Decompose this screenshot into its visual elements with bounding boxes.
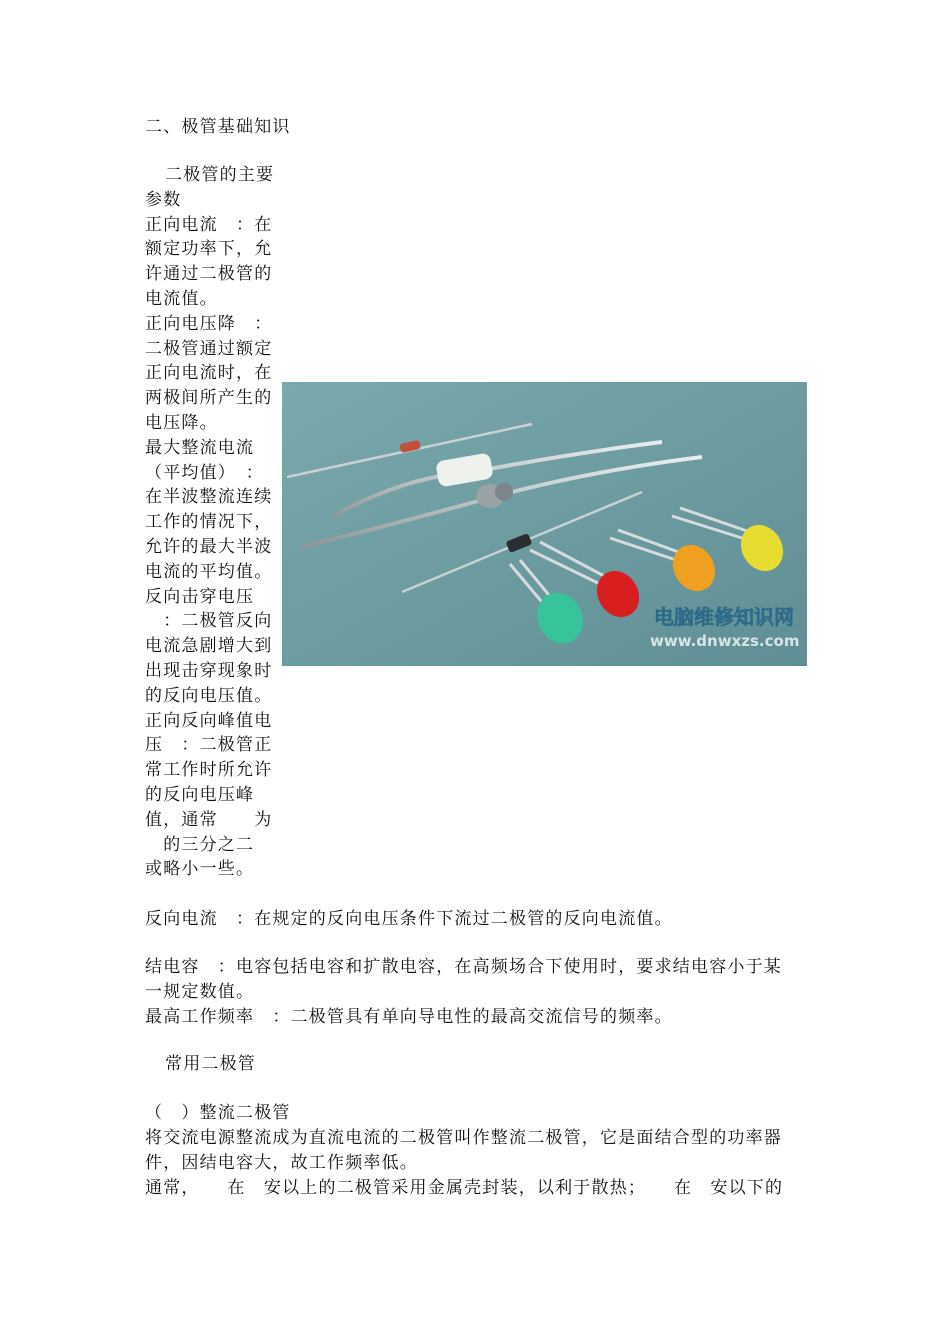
params-line: 反向击穿电压 — [145, 586, 255, 607]
params-line: 的反向电压值。 — [145, 685, 273, 706]
rectifier-line-2: 件，因结电容大，故工作频率低。 — [145, 1153, 418, 1173]
watermark-cn: 电脑维修知识网 — [654, 605, 794, 629]
params-line: （平均值） ： — [145, 462, 264, 483]
params-line: 最大整流电流 — [145, 437, 255, 458]
params-line: 正向电流 ：在 — [145, 214, 273, 235]
params-line: 二极管通过额定 — [145, 338, 273, 359]
params-line: 两极间所产生的 — [145, 388, 273, 409]
params-line: 在半波整流连续 — [145, 487, 273, 508]
params-line: 额定功率下，允 — [145, 239, 273, 260]
params-line: 的三分之二 — [145, 834, 255, 855]
params-line: 工作的情况下， — [145, 512, 273, 533]
params-line: 出现击穿现象时 — [145, 660, 273, 681]
reverse-current-text: 反向电流 ：在规定的反向电压条件下流过二极管的反向电流值。 — [145, 909, 673, 929]
params-line: 的反向电压峰 — [145, 784, 255, 805]
section-heading: 二、极管基础知识 — [145, 117, 291, 137]
params-line: 压 ：二极管正 — [145, 735, 273, 756]
params-line: 电流值。 — [145, 288, 218, 309]
params-line: ：二极管反向 — [145, 611, 273, 632]
params-line: 正向电流时，在 — [145, 363, 273, 384]
params-line: 许通过二极管的 — [145, 264, 273, 285]
params-line: 或略小一些。 — [145, 859, 255, 880]
watermark-url: www.dnwxzs.com — [650, 632, 800, 650]
params-line: 值，通常 为 — [145, 809, 273, 830]
params-line: 允许的最大半波 — [145, 536, 273, 557]
params-title-line-2: 参数 — [145, 189, 182, 210]
params-line: 电流的平均值。 — [145, 561, 273, 582]
parameters-column — [145, 163, 285, 882]
params-line: 常工作时所允许 — [145, 760, 273, 781]
max-frequency-text: 最高工作频率 ：二极管具有单向导电性的最高交流信号的频率。 — [145, 1007, 673, 1027]
diodes-photo — [282, 382, 807, 666]
params-title-line-1: 二极管的主要 — [165, 165, 275, 185]
params-line: 正向反向峰值电 — [145, 710, 273, 731]
junction-cap-line-2: 一规定数值。 — [145, 982, 255, 1002]
params-line: 正向电压降 ： — [145, 313, 273, 334]
common-diodes-heading: 常用二极管 — [165, 1054, 256, 1074]
usually-line: 通常， 在 安以上的二极管采用金属壳封装，以利于散热； 在 安以下的 — [145, 1178, 784, 1198]
rectifier-line-1: 将交流电源整流成为直流电流的二极管叫作整流二极管，它是面结合型的功率器 — [145, 1128, 782, 1148]
rectifier-heading: （ ）整流二极管 — [145, 1103, 291, 1123]
params-line: 电流急剧增大到 — [145, 636, 273, 657]
junction-cap-line-1: 结电容 ：电容包括电容和扩散电容，在高频场合下使用时，要求结电容小于某 — [145, 957, 782, 977]
params-line: 电压降。 — [145, 412, 218, 433]
